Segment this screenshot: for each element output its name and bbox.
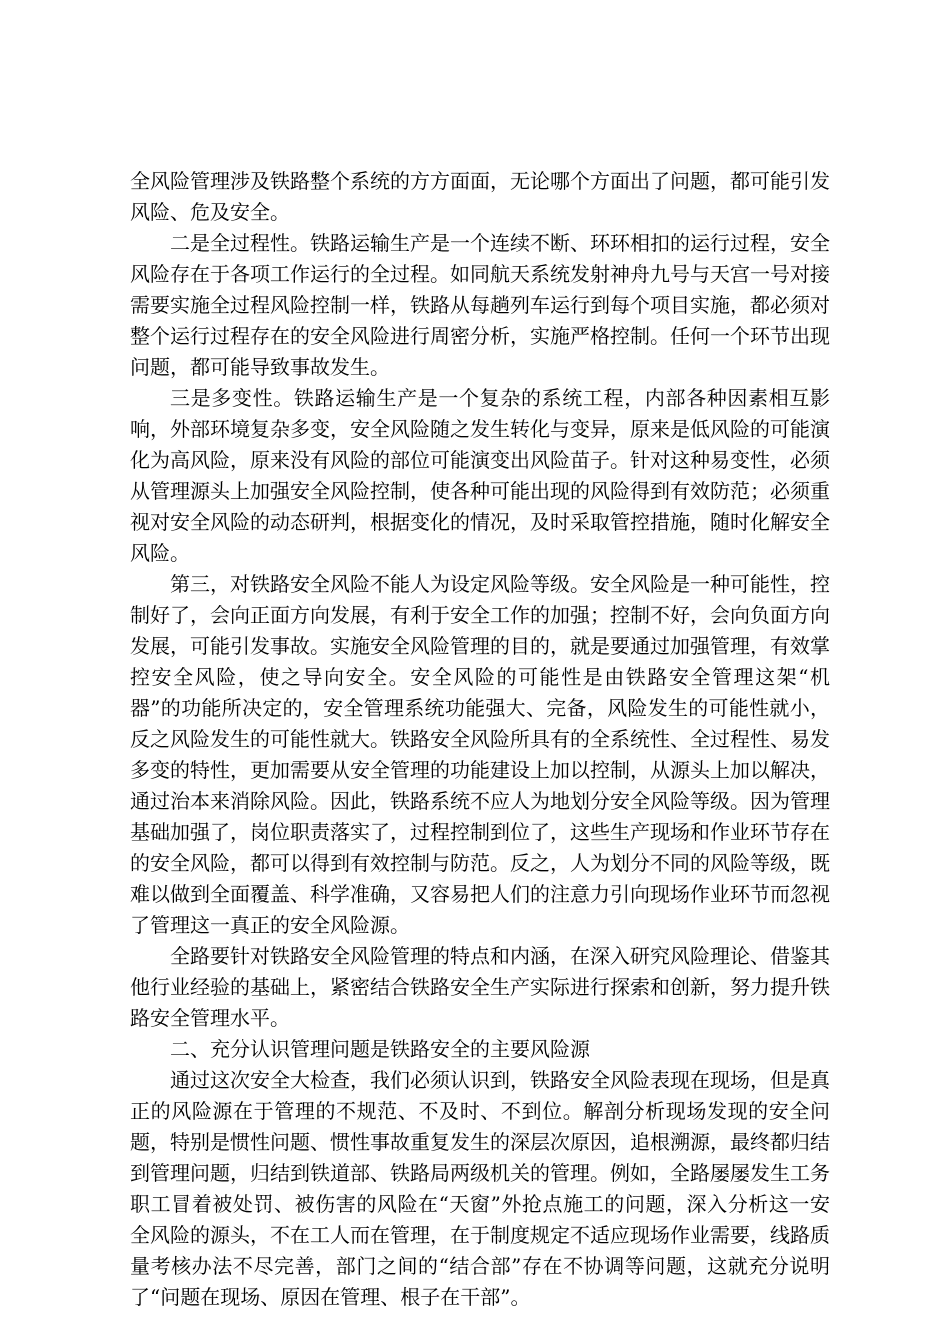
paragraph-risk-grading: 第三，对铁路安全风险不能人为设定风险等级。安全风险是一种可能性，控制好了，会向正面方向发展，有利于安全工作的加强；控制不好，会向负面方向发展，可能引发事故。实施安全风险管理的目的，就是要通过加强管理，有效掌控安全风险，使之导向安全。安全风险的可能性是由铁路安全管理这架“机器”的功能所决定的，安全管理系统功能强大、完备，风险发生的可能性就小，反之风险发生的可能性就大。铁路安全风险所具有的全系统性、全过程性、易发多变的特性，更加需要从安全管理的功能建设上加以控制，从源头上加以解决，通过治本来消除风险。因此，铁路系统不应人为地划分安全风险等级。因为管理基础加强了，岗位职责落实了，过程控制到位了，这些生产现场和作业环节存在的安全风险，都可以得到有效控制与防范。反之，人为划分不同的风险等级，既难以做到全面覆盖、科学准确，又容易把人们的注意力引向现场作业环节而忽视了管理这一真正的安全风险源。 (130, 572, 830, 937)
paragraph-variability: 三是多变性。铁路运输生产是一个复杂的系统工程，内部各种因素相互影响，外部环境复杂多变，安全风险随之发生转化与变异，原来是低风险的可能演化为高风险，原来没有风险的部位可能演变出风险苗子。针对这种易变性，必须从管理源头上加强安全风险控制，使各种可能出现的风险得到有效防范；必须重视对安全风险的动态研判，根据变化的情况，及时采取管控措施，随时化解安全风险。 (130, 386, 830, 565)
paragraph-full-process: 二是全过程性。铁路运输生产是一个连续不断、环环相扣的运行过程，安全风险存在于各项工作运行的全过程。如同航天系统发射神舟九号与天宫一号对接需要实施全过程风险控制一样，铁路从每趟列车运行到每个项目实施，都必须对整个运行过程存在的安全风险进行周密分析，实施严格控制。任何一个环节出现问题，都可能导致事故发生。 (130, 231, 830, 379)
document-page (130, 166, 830, 1313)
paragraph-continuation: 全风险管理涉及铁路整个系统的方方面面，无论哪个方面出了问题，都可能引发风险、危及安全。 (130, 169, 830, 224)
section-heading-two: 二、充分认识管理问题是铁路安全的主要风险源 (170, 1037, 590, 1061)
paragraph-management-risk-source: 通过这次安全大检查，我们必须认识到，铁路安全风险表现在现场，但是真正的风险源在于管理的不规范、不及时、不到位。解剖分析现场发现的安全问题，特别是惯性问题、惯性事故重复发生的深层次原因，追根溯源，最终都归结到管理问题，归结到铁道部、铁路局两级机关的管理。例如，全路屡屡发生工务职工冒着被处罚、被伤害的风险在“天窗”外抢点施工的问题，深入分析这一安全风险的源头，不在工人而在管理，在于制度规定不适应现场作业需要，线路质量考核办法不尽完善，部门之间的“结合部”存在不协调等问题，这就充分说明了“问题在现场、原因在管理、根子在干部”。 (130, 1068, 830, 1309)
paragraph-improve-management: 全路要针对铁路安全风险管理的特点和内涵，在深入研究风险理论、借鉴其他行业经验的基础上，紧密结合铁路安全生产实际进行探索和创新，努力提升铁路安全管理水平。 (130, 944, 830, 1030)
